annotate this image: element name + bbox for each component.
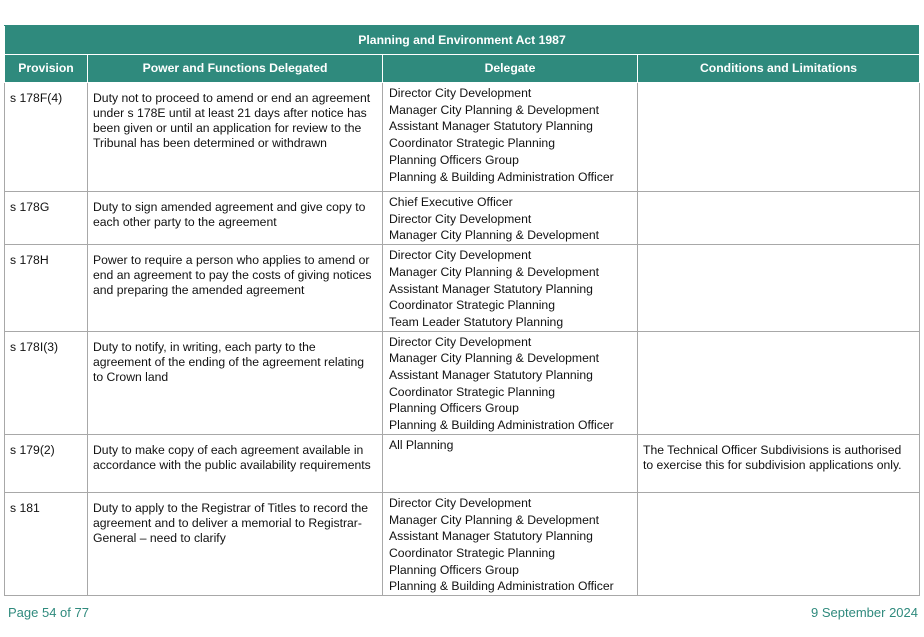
- delegate-name: Manager City Planning & Development: [389, 351, 600, 366]
- delegate-cell: [383, 434, 638, 492]
- delegate-name: Planning & Building Administration Officer: [389, 169, 614, 184]
- delegate-name: Chief Executive Officer: [389, 195, 513, 209]
- provision-cell: s 178I(3): [5, 331, 88, 434]
- delegation-table: [4, 25, 920, 596]
- table-title: Planning and Environment Act 1987: [5, 26, 920, 55]
- power-cell: Duty to make copy of each agreement available in accordance with the public availability requirements: [88, 434, 383, 492]
- delegate-name: Manager City Planning & Development: [389, 228, 600, 243]
- delegate-name: Coordinator Strategic Planning: [389, 136, 555, 151]
- document-date: 9 September 2024: [811, 605, 918, 620]
- conditions-cell: [638, 192, 920, 245]
- delegate-name: Assistant Manager Statutory Planning: [389, 529, 593, 544]
- provision-cell: s 179(2): [5, 434, 88, 492]
- delegate-cell: [383, 492, 638, 595]
- table-row: [5, 331, 920, 434]
- table-body: [5, 83, 920, 596]
- delegate-name: Director City Development: [389, 334, 532, 349]
- conditions-cell: [638, 245, 920, 332]
- conditions-cell: [638, 83, 920, 192]
- power-cell: Duty not to proceed to amend or end an agreement under s 178E until at least 21 days after notice has been given or until an application for review to the Tribunal has been determined or withdrawn: [88, 83, 383, 192]
- column-header-power: Power and Functions Delegated: [88, 55, 383, 83]
- power-cell: Duty to sign amended agreement and give copy to each other party to the agreement: [88, 192, 383, 245]
- power-cell: Power to require a person who applies to amend or end an agreement to pay the costs of giving notices and preparing the amended agreement: [88, 245, 383, 332]
- delegate-name: Planning & Building Administration Officer: [389, 418, 614, 433]
- delegate-name: Planning Officers Group: [389, 152, 519, 167]
- delegate-name: Assistant Manager Statutory Planning: [389, 119, 593, 134]
- table-row: [5, 83, 920, 192]
- power-cell: Duty to apply to the Registrar of Titles to record the agreement and to deliver a memorial to Registrar-General – need to clarify: [88, 492, 383, 595]
- delegate-name: Coordinator Strategic Planning: [389, 545, 555, 560]
- delegate-name: Planning Officers Group: [389, 401, 519, 416]
- delegate-name: Coordinator Strategic Planning: [389, 298, 555, 313]
- delegate-cell: [383, 83, 638, 192]
- table-row: [5, 192, 920, 245]
- delegate-cell: [383, 331, 638, 434]
- provision-cell: s 178F(4): [5, 83, 88, 192]
- delegate-cell: [383, 245, 638, 332]
- provision-cell: s 178H: [5, 245, 88, 332]
- delegate-name: Manager City Planning & Development: [389, 264, 600, 279]
- delegate-name: Manager City Planning & Development: [389, 102, 600, 117]
- delegate-name: Assistant Manager Statutory Planning: [389, 281, 593, 296]
- provision-cell: s 178G: [5, 192, 88, 245]
- conditions-cell: [638, 331, 920, 434]
- table-row: [5, 245, 920, 332]
- delegate-name: Planning Officers Group: [389, 562, 519, 577]
- column-header-provision: Provision: [5, 55, 88, 83]
- delegate-name: Manager City Planning & Development: [389, 512, 600, 527]
- column-header-conditions: Conditions and Limitations: [638, 55, 920, 83]
- delegate-cell: [383, 192, 638, 245]
- page-number: Page 54 of 77: [8, 605, 89, 620]
- delegate-name: Director City Development: [389, 495, 532, 510]
- delegate-name: All Planning: [389, 437, 454, 452]
- provision-cell: s 181: [5, 492, 88, 595]
- table-row: [5, 434, 920, 492]
- conditions-cell: The Technical Officer Subdivisions is authorised to exercise this for subdivision applications only.: [638, 434, 920, 492]
- delegate-name: Director City Development: [389, 248, 532, 263]
- power-cell: Duty to notify, in writing, each party to the agreement of the ending of the agreement relating to Crown land: [88, 331, 383, 434]
- column-header-delegate: Delegate: [383, 55, 638, 83]
- delegate-name: Director City Development: [389, 86, 532, 100]
- delegate-name: Director City Development: [389, 211, 532, 226]
- delegate-name: Assistant Manager Statutory Planning: [389, 368, 593, 383]
- table-row: [5, 492, 920, 595]
- delegate-name: Team Leader Statutory Planning: [389, 314, 564, 329]
- conditions-cell: [638, 492, 920, 595]
- delegate-name: Planning & Building Administration Officer: [389, 579, 614, 594]
- delegate-name: Coordinator Strategic Planning: [389, 384, 555, 399]
